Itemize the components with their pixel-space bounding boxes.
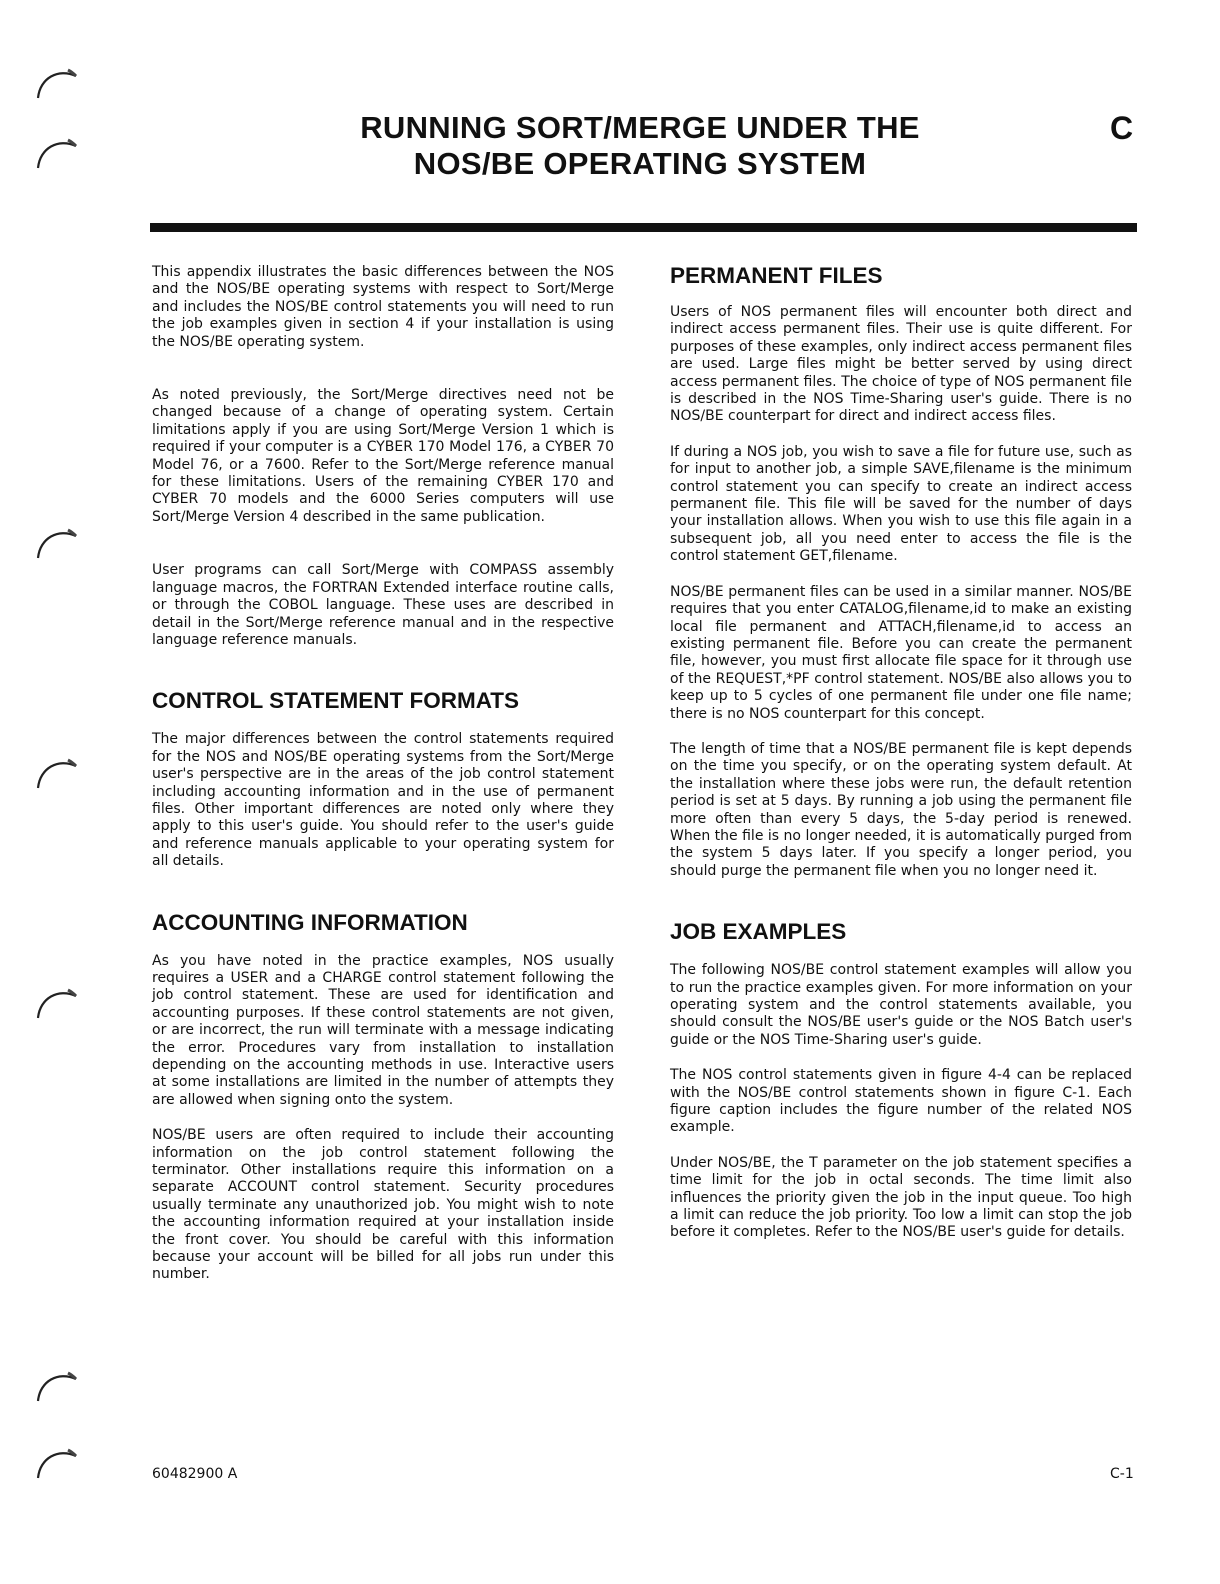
binder-hole-mark [28,1365,80,1415]
intro-paragraph-2: As noted previously, the Sort/Merge directives need not be changed because of a change of operating system. Certain limitations apply if you are using Sort/Merge Version 1 which is required if your computer is a CYBER 170 Model 176, a CYBER 70 Model 76, or a 7600. Refer to the Sort/Merge reference manual for these limitations. Users of the remaining CYBER 170 and CYBER 70 models and the 6000 Series computers will use Sort/Merge Version 4 described in the same publication. [152,387,614,525]
page-title [240,110,1040,182]
binder-hole-mark [28,522,80,572]
binder-hole-mark [28,752,80,802]
permanent-files-paragraph-2: If during a NOS job, you wish to save a file for future use, such as for input to another job, a simple SAVE,filename is the minimum control statement you can specify to create an indirect access permanent file. This file will be saved for the number of days your installation allows. When you wish to use this file again in a subsequent job, all you need enter to access the file is the control statement GET,filename. [670,443,1132,565]
binder-hole-mark [28,1442,80,1492]
page-title-line-2: NOS/BE OPERATING SYSTEM [413,146,867,181]
header-rule [150,223,1137,232]
binder-hole-mark [28,982,80,1032]
page-title-line-1: RUNNING SORT/MERGE UNDER THE [360,110,920,145]
permanent-files-paragraph-1: Users of NOS permanent files will encounter both direct and indirect access permanent files. Their use is quite different. For purposes of these examples, only indirect access permanent files are used. Large files might be better served by using direct access permanent files. The choice of type of NOS permanent file is described in the NOS Time-Sharing user's guide. There is no NOS/BE counterpart for direct and indirect access files. [670,304,1132,425]
accounting-paragraph-1: As you have noted in the practice examples, NOS usually requires a USER and a CHARGE control statement following the job control statement. These are used for identification and accounting purposes. If these control statements are not given, or are incorrect, the run will terminate with a message indicating the error. Procedures vary from installation to installation depending on the accounting methods in use. Interactive users at some installations are limited in the number of attempts they are allowed when signing onto the system. [152,952,614,1108]
control-statement-paragraph: The major differences between the control statements required for the NOS and NOS/BE operating systems from the Sort/Merge user's perspective are in the areas of the job control statement including accounting information and in the use of permanent files. Other important differences are noted only where they apply to this user's guide. You should refer to the user's guide and reference manuals applicable to your operating system for all details. [152,731,614,870]
left-column [152,264,614,1284]
intro-paragraph-1: This appendix illustrates the basic differences between the NOS and the NOS/BE operating systems with respect to Sort/Merge and includes the NOS/BE control statements you will need to run the job examples given in section 4 if your installation is using the NOS/BE operating system. [152,264,614,350]
page-number: C-1 [1110,1466,1134,1482]
binder-hole-mark [28,132,80,182]
job-examples-heading: JOB EXAMPLES [670,919,847,945]
appendix-letter: C [1110,110,1134,146]
permanent-files-paragraph-3: NOS/BE permanent files can be used in a similar manner. NOS/BE requires that you enter CATALOG,filename,id to make an existing local file permanent and ATTACH,filename,id to access an existing permanent file. Before you can create the permanent file, however, you must first allocate file space for it through use of the REQUEST,*PF control statement. NOS/BE also allows you to keep up to 5 cycles of one permanent file under one file name; there is no NOS counterpart for this concept. [670,583,1132,722]
binder-hole-mark [28,62,80,112]
document-number: 60482900 A [152,1466,238,1482]
intro-paragraph-3: User programs can call Sort/Merge with COMPASS assembly language macros, the FORTRAN Extended interface routine calls, or through the COBOL language. These uses are described in detail in the Sort/Merge reference manual and in the respective language reference manuals. [152,562,614,648]
permanent-files-paragraph-4: The length of time that a NOS/BE permanent file is kept depends on the time you specify, or on the operating system default. At the installation where these jobs were run, the default retention period is set at 5 days. By running a job using the permanent file more often than every 5 days, the 5-day period is renewed. When the file is no longer needed, it is automatically purged from the system 5 days later. If you specify a longer period, you should purge the permanent file when you no longer need it. [670,740,1132,879]
right-column [670,262,1132,1242]
control-statement-formats-heading: CONTROL STATEMENT FORMATS [152,688,520,714]
accounting-paragraph-2: NOS/BE users are often required to include their accounting information on the job control statement following the terminator. Other installations require this information on a separate ACCOUNT control statement. Security procedures usually terminate any unauthorized job. You might wish to note the accounting information required at your installation inside the front cover. You should be careful with this information because your account will be billed for all jobs run under this number. [152,1127,614,1283]
accounting-information-heading: ACCOUNTING INFORMATION [152,909,468,935]
job-examples-paragraph-2: The NOS control statements given in figure 4-4 can be replaced with the NOS/BE control statements shown in figure C-1. Each figure caption includes the figure number of the related NOS example. [670,1067,1132,1136]
job-examples-paragraph-1: The following NOS/BE control statement examples will allow you to run the practice examples given. For more information on your operating system and the control statements available, you should consult the NOS/BE user's guide or the NOS Batch user's guide or the NOS Time-Sharing user's guide. [670,962,1132,1048]
job-examples-paragraph-3: Under NOS/BE, the T parameter on the job statement specifies a time limit for the job in octal seconds. The time limit also influences the priority given the job in the input queue. Too high a limit can reduce the job priority. Too low a limit can stop the job before it completes. Refer to the NOS/BE user's guide for details. [670,1154,1132,1241]
permanent-files-heading: PERMANENT FILES [670,263,883,288]
